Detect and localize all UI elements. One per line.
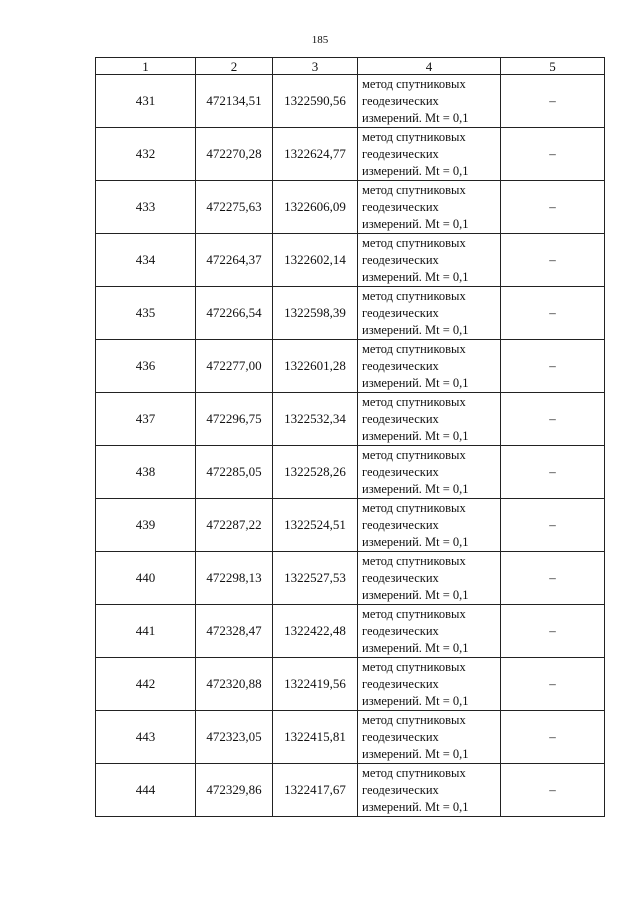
method-line-3: измерений. Mt = 0,1 — [362, 746, 469, 761]
method-cell — [358, 128, 501, 181]
method-line-2: геодезических — [362, 252, 439, 267]
method-line-1: метод спутниковых — [362, 341, 466, 356]
method-cell — [358, 393, 501, 446]
method-line-1: метод спутниковых — [362, 129, 466, 144]
table-header — [96, 58, 605, 75]
description-cell: – — [501, 764, 605, 817]
method-cell — [358, 499, 501, 552]
method-line-1: метод спутниковых — [362, 553, 466, 568]
method-line-2: геодезических — [362, 93, 439, 108]
method-cell — [358, 764, 501, 817]
description-cell: – — [501, 181, 605, 234]
x-coordinate-cell: 472264,37 — [196, 234, 273, 287]
description-cell: – — [501, 499, 605, 552]
x-coordinate-cell: 472285,05 — [196, 446, 273, 499]
method-line-1: метод спутниковых — [362, 765, 466, 780]
table-row — [96, 181, 605, 234]
table-row — [96, 340, 605, 393]
header-row — [96, 58, 605, 75]
table-row — [96, 658, 605, 711]
method-line-2: геодезических — [362, 623, 439, 638]
table-row — [96, 499, 605, 552]
header-col-5: 5 — [501, 58, 605, 75]
method-cell — [358, 287, 501, 340]
description-cell: – — [501, 552, 605, 605]
description-cell: – — [501, 393, 605, 446]
method-cell — [358, 340, 501, 393]
y-coordinate-cell: 1322602,14 — [273, 234, 358, 287]
x-coordinate-cell: 472328,47 — [196, 605, 273, 658]
y-coordinate-cell: 1322590,56 — [273, 75, 358, 128]
method-line-2: геодезических — [362, 570, 439, 585]
point-number-cell: 440 — [96, 552, 196, 605]
method-line-2: геодезических — [362, 358, 439, 373]
method-line-2: геодезических — [362, 676, 439, 691]
x-coordinate-cell: 472266,54 — [196, 287, 273, 340]
table-row — [96, 711, 605, 764]
method-line-3: измерений. Mt = 0,1 — [362, 587, 469, 602]
method-line-1: метод спутниковых — [362, 288, 466, 303]
method-line-2: геодезических — [362, 729, 439, 744]
point-number-cell: 441 — [96, 605, 196, 658]
method-line-3: измерений. Mt = 0,1 — [362, 110, 469, 125]
method-line-1: метод спутниковых — [362, 500, 466, 515]
table-body — [96, 75, 605, 817]
method-line-2: геодезических — [362, 199, 439, 214]
method-line-3: измерений. Mt = 0,1 — [362, 640, 469, 655]
y-coordinate-cell: 1322601,28 — [273, 340, 358, 393]
method-cell — [358, 75, 501, 128]
method-cell — [358, 181, 501, 234]
method-line-3: измерений. Mt = 0,1 — [362, 216, 469, 231]
point-number-cell: 438 — [96, 446, 196, 499]
point-number-cell: 442 — [96, 658, 196, 711]
x-coordinate-cell: 472329,86 — [196, 764, 273, 817]
x-coordinate-cell: 472296,75 — [196, 393, 273, 446]
x-coordinate-cell: 472298,13 — [196, 552, 273, 605]
x-coordinate-cell: 472270,28 — [196, 128, 273, 181]
method-line-2: геодезических — [362, 146, 439, 161]
point-number-cell: 439 — [96, 499, 196, 552]
method-line-2: геодезических — [362, 782, 439, 797]
table-row — [96, 393, 605, 446]
table-row — [96, 605, 605, 658]
header-col-2: 2 — [196, 58, 273, 75]
header-col-1: 1 — [96, 58, 196, 75]
x-coordinate-cell: 472277,00 — [196, 340, 273, 393]
x-coordinate-cell: 472323,05 — [196, 711, 273, 764]
point-number-cell: 435 — [96, 287, 196, 340]
method-line-1: метод спутниковых — [362, 659, 466, 674]
method-line-3: измерений. Mt = 0,1 — [362, 269, 469, 284]
method-cell — [358, 234, 501, 287]
description-cell: – — [501, 75, 605, 128]
table-row — [96, 287, 605, 340]
y-coordinate-cell: 1322527,53 — [273, 552, 358, 605]
method-line-2: геодезических — [362, 305, 439, 320]
method-line-3: измерений. Mt = 0,1 — [362, 799, 469, 814]
point-number-cell: 443 — [96, 711, 196, 764]
description-cell: – — [501, 234, 605, 287]
method-line-1: метод спутниковых — [362, 76, 466, 91]
method-line-1: метод спутниковых — [362, 394, 466, 409]
point-number-cell: 444 — [96, 764, 196, 817]
method-line-1: метод спутниковых — [362, 182, 466, 197]
method-line-2: геодезических — [362, 464, 439, 479]
description-cell: – — [501, 711, 605, 764]
point-number-cell: 437 — [96, 393, 196, 446]
y-coordinate-cell: 1322415,81 — [273, 711, 358, 764]
method-line-2: геодезических — [362, 411, 439, 426]
header-col-4: 4 — [358, 58, 501, 75]
point-number-cell: 432 — [96, 128, 196, 181]
x-coordinate-cell: 472275,63 — [196, 181, 273, 234]
y-coordinate-cell: 1322524,51 — [273, 499, 358, 552]
y-coordinate-cell: 1322422,48 — [273, 605, 358, 658]
description-cell: – — [501, 658, 605, 711]
point-number-cell: 431 — [96, 75, 196, 128]
x-coordinate-cell: 472320,88 — [196, 658, 273, 711]
method-line-3: измерений. Mt = 0,1 — [362, 481, 469, 496]
method-line-1: метод спутниковых — [362, 447, 466, 462]
description-cell: – — [501, 446, 605, 499]
method-line-1: метод спутниковых — [362, 712, 466, 727]
y-coordinate-cell: 1322606,09 — [273, 181, 358, 234]
description-cell: – — [501, 128, 605, 181]
method-cell — [358, 552, 501, 605]
y-coordinate-cell: 1322528,26 — [273, 446, 358, 499]
method-cell — [358, 446, 501, 499]
method-cell — [358, 711, 501, 764]
table-row — [96, 234, 605, 287]
method-line-1: метод спутниковых — [362, 606, 466, 621]
y-coordinate-cell: 1322624,77 — [273, 128, 358, 181]
method-cell — [358, 658, 501, 711]
x-coordinate-cell: 472287,22 — [196, 499, 273, 552]
method-cell — [358, 605, 501, 658]
description-cell: – — [501, 287, 605, 340]
point-number-cell: 434 — [96, 234, 196, 287]
method-line-3: измерений. Mt = 0,1 — [362, 375, 469, 390]
header-col-3: 3 — [273, 58, 358, 75]
method-line-3: измерений. Mt = 0,1 — [362, 428, 469, 443]
page-number: 185 — [311, 34, 329, 46]
method-line-3: измерений. Mt = 0,1 — [362, 163, 469, 178]
y-coordinate-cell: 1322417,67 — [273, 764, 358, 817]
table-row — [96, 75, 605, 128]
method-line-3: измерений. Mt = 0,1 — [362, 693, 469, 708]
point-number-cell: 433 — [96, 181, 196, 234]
method-line-1: метод спутниковых — [362, 235, 466, 250]
method-line-3: измерений. Mt = 0,1 — [362, 534, 469, 549]
y-coordinate-cell: 1322598,39 — [273, 287, 358, 340]
table-row — [96, 128, 605, 181]
point-number-cell: 436 — [96, 340, 196, 393]
table-row — [96, 552, 605, 605]
method-line-3: измерений. Mt = 0,1 — [362, 322, 469, 337]
table-row — [96, 764, 605, 817]
coordinates-table — [95, 57, 605, 817]
x-coordinate-cell: 472134,51 — [196, 75, 273, 128]
description-cell: – — [501, 340, 605, 393]
table-row — [96, 446, 605, 499]
y-coordinate-cell: 1322532,34 — [273, 393, 358, 446]
y-coordinate-cell: 1322419,56 — [273, 658, 358, 711]
method-line-2: геодезических — [362, 517, 439, 532]
description-cell: – — [501, 605, 605, 658]
